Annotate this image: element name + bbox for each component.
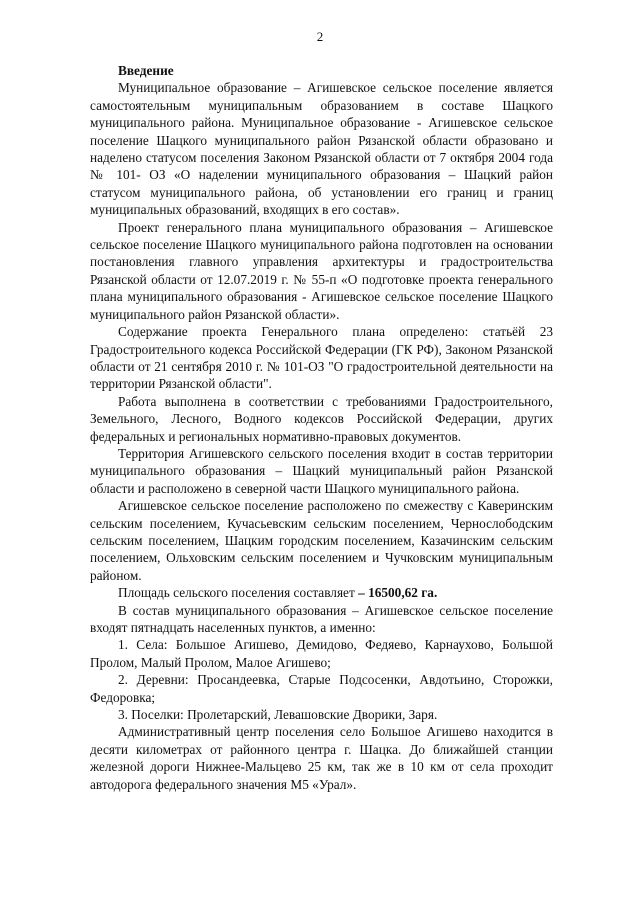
area-label: Площадь сельского поселения составляет [118,585,355,601]
paragraph-territory: Территория Агишевского сельского поселения входит в состав территории муниципального образования – Шацкий муниципальный район Рязанской области и расположено в северной части Шацкого муниципального района. [90,445,553,496]
paragraph-compliance: Работа выполнена в соответствии с требованиями Градостроительного, Земельного, Лесного, Водного кодексов Российской Федерации, других федеральных и региональных нормативно-правовых документов. [90,393,553,444]
paragraph-general-plan-project: Проект генерального плана муниципального образования – Агишевское сельское поселение Шацкого муниципального района подготовлен на основании постановления главного управления архитектуры и градостроительства Рязанской области от 12.07.2019 г. № 55-п «О подготовке проекта генерального плана муниципального образования - Агишевское сельское поселение Шацкого муниципального район Рязанской области». [90,219,553,322]
section-heading: Введение [118,63,174,78]
paragraph-municipal-status: Муниципальное образование – Агишевское сельское поселение является самостоятельным муниципальным образованием в составе Шацкого муниципального района. Муниципальное образование - Агишевское сельское поселение Шацкого муниципального район Рязанской области образовано и наделено статусом поселения Законом Рязанской области от 7 октября 2004 года № 101- ОЗ «О наделении муниципального образования – Шацкий район статусом муниципального района, об установлении его границ и границ муниципальных образований, входящих в его состав». [90,80,553,218]
paragraph-area [90,584,553,601]
list-item-settlements: 3. Поселки: Пролетарский, Левашовские Дворики, Заря. [118,707,438,723]
page-number: 2 [316,29,324,44]
paragraph-settlements-intro: В состав муниципального образования – Агишевское сельское поселение входят пятнадцать населенных пунктов, а именно: [90,602,553,635]
area-value: – 16500,62 га. [358,585,438,601]
list-item-villages: 1. Села: Большое Агишево, Демидово, Федяево, Карнаухово, Большой Пролом, Малый Пролом, Малое Агишево; [90,637,553,670]
paragraph-administrative-center: Административный центр поселения село Большое Агишево находится в десяти километрах от районного центра г. Шацка. До ближайшей станции железной дороги Нижнее-Мальцево 25 км, так же в 10 км от села проходит автодорога федерального значения М5 «Урал». [90,724,553,792]
paragraph-plan-content: Содержание проекта Генерального плана определено: статьёй 23 Градостроительного кодекса Российской Федерации (ГК РФ), Законом Рязанской области от 21 сентября 2010 г. № 101-ОЗ "О градостроительной деятельности на территории Рязанской области". [90,324,553,392]
document-body [90,62,553,793]
paragraph-neighbors: Агишевское сельское поселение расположено по смежеству с Каверинским сельским поселением, Кучасьевским сельским поселением, Чернослободским сельским поселением, Шацким городским поселением, Казачинским сельским поселением, Ольховским сельским поселением и Чучковским муниципальным районом. [90,498,553,583]
list-item-hamlets: 2. Деревни: Просандеевка, Старые Подсосенки, Авдотьино, Сторожки, Федоровка; [90,672,553,705]
